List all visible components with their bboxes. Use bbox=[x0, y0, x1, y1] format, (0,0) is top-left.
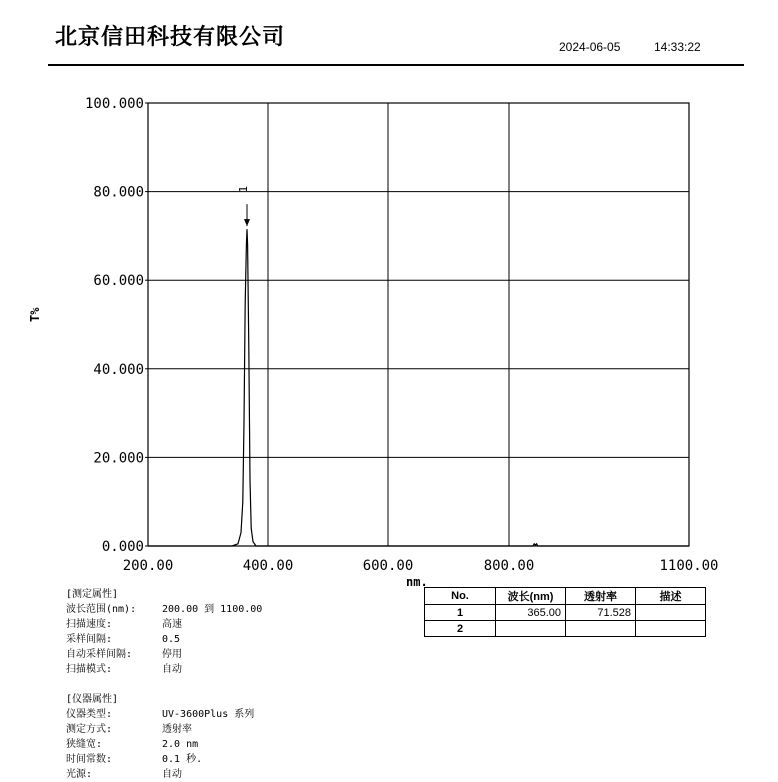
param-key: 扫描速度: bbox=[66, 619, 113, 630]
measurement-properties bbox=[66, 587, 262, 677]
x-tick-label: 800.00 bbox=[483, 558, 535, 574]
param-value: 停用 bbox=[162, 649, 182, 660]
instrument-properties-title: [仪器属性] bbox=[66, 694, 119, 705]
param-value: UV-3600Plus 系列 bbox=[162, 709, 255, 720]
param-value: 2.0 nm bbox=[162, 739, 199, 750]
y-tick-label: 80.000 bbox=[93, 184, 144, 201]
x-tick-label: 400.00 bbox=[242, 558, 294, 574]
param-key: 时间常数: bbox=[66, 754, 113, 765]
peak-table bbox=[424, 587, 706, 637]
cell-description bbox=[636, 621, 706, 637]
measurement-properties-title: [测定属性] bbox=[66, 589, 119, 600]
param-key: 光源: bbox=[66, 769, 93, 780]
y-tick-label: 40.000 bbox=[93, 361, 144, 378]
param-row bbox=[66, 767, 254, 782]
plot-frame bbox=[148, 103, 689, 546]
x-tick-label: 200.00 bbox=[122, 558, 174, 574]
cell-transmittance bbox=[566, 621, 636, 637]
y-axis-label: T% bbox=[28, 307, 42, 322]
instrument-properties bbox=[66, 692, 254, 782]
param-key: 仪器类型: bbox=[66, 709, 113, 720]
y-tick-label: 100.000 bbox=[84, 96, 144, 112]
param-key: 狭缝宽: bbox=[66, 739, 103, 750]
param-value: 0.5 bbox=[162, 634, 181, 645]
peak-marker-arrow bbox=[244, 219, 250, 226]
cell-no: 2 bbox=[425, 621, 496, 637]
param-key: 扫描模式: bbox=[66, 664, 113, 675]
param-key: 波长范围(nm): bbox=[66, 604, 137, 615]
col-header-wavelength: 波长(nm) bbox=[496, 588, 566, 605]
param-value: 透射率 bbox=[162, 724, 192, 735]
param-value: 自动 bbox=[162, 769, 182, 780]
param-key: 测定方式: bbox=[66, 724, 113, 735]
param-row bbox=[66, 647, 262, 662]
spectrum-line bbox=[148, 229, 689, 546]
cell-description bbox=[636, 605, 706, 621]
param-row bbox=[66, 752, 254, 767]
param-value: 0.1 秒. bbox=[162, 754, 203, 765]
peak-label: 1 bbox=[237, 185, 250, 193]
peak-table-header bbox=[425, 588, 706, 605]
y-tick-label: 0.000 bbox=[101, 539, 144, 555]
param-value: 200.00 到 1100.00 bbox=[162, 604, 263, 615]
col-header-transmittance: 透射率 bbox=[566, 588, 636, 605]
param-key: 自动采样间隔: bbox=[66, 649, 133, 660]
param-row bbox=[66, 707, 254, 722]
param-row bbox=[66, 722, 254, 737]
param-value: 高速 bbox=[162, 619, 182, 630]
cell-wavelength bbox=[496, 621, 566, 637]
report-date: 2024-06-05 bbox=[559, 40, 621, 54]
param-row bbox=[66, 662, 262, 677]
param-value: 自动 bbox=[162, 664, 182, 675]
cell-wavelength: 365.00 bbox=[496, 605, 566, 621]
col-header-description: 描述 bbox=[636, 588, 706, 605]
param-row bbox=[66, 632, 262, 647]
table-row bbox=[425, 621, 706, 637]
report-time: 14:33:22 bbox=[654, 40, 701, 54]
param-row bbox=[66, 602, 262, 617]
param-key: 采样间隔: bbox=[66, 634, 113, 645]
table-row bbox=[425, 605, 706, 621]
y-tick-label: 20.000 bbox=[93, 450, 144, 467]
col-header-no: No. bbox=[425, 588, 496, 605]
x-tick-label: 600.00 bbox=[362, 558, 414, 574]
cell-transmittance: 71.528 bbox=[566, 605, 636, 621]
x-tick-label: 1100.00 bbox=[659, 558, 719, 574]
param-row bbox=[66, 737, 254, 752]
x-axis-unit-label: nm. bbox=[406, 575, 428, 589]
cell-no: 1 bbox=[425, 605, 496, 621]
y-tick-label: 60.000 bbox=[93, 273, 144, 290]
company-name: 北京信田科技有限公司 bbox=[55, 25, 286, 50]
param-row bbox=[66, 617, 262, 632]
